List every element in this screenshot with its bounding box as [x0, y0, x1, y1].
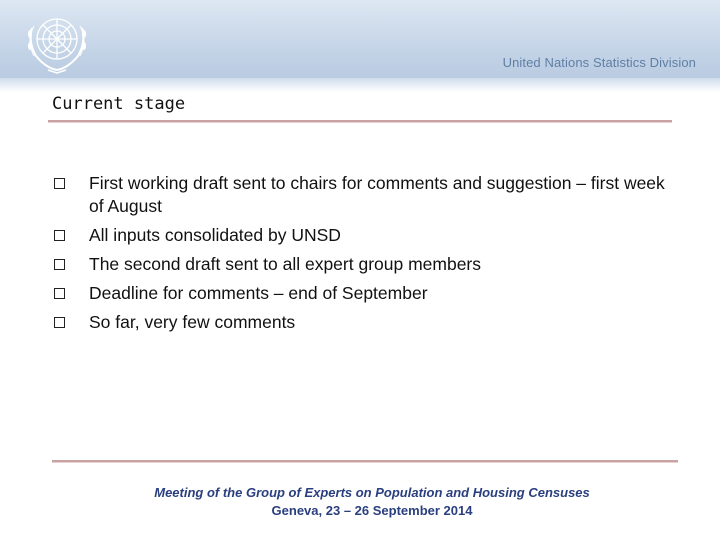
square-bullet-icon	[54, 288, 65, 299]
list-item	[52, 224, 672, 247]
square-bullet-icon	[54, 317, 65, 328]
square-bullet-icon	[54, 178, 65, 189]
list-item	[52, 253, 672, 276]
footer-divider	[52, 460, 678, 463]
square-bullet-icon	[54, 230, 65, 241]
slide-title: Current stage	[52, 94, 186, 114]
bullet-text: So far, very few comments	[89, 312, 296, 332]
un-emblem-icon	[18, 6, 96, 76]
title-divider	[48, 120, 672, 123]
organization-name: United Nations Statistics Division	[502, 55, 696, 70]
list-item	[52, 311, 672, 334]
footer-venue: Geneva, 23 – 26 September 2014	[271, 503, 473, 518]
footer-meeting: Meeting of the Group of Experts on Population and Housing Censuses	[154, 485, 590, 500]
list-item	[52, 172, 672, 218]
header-fade	[0, 78, 720, 92]
footer	[0, 484, 720, 520]
list-item	[52, 282, 672, 305]
bullet-text: The second draft sent to all expert group members	[89, 254, 482, 274]
square-bullet-icon	[54, 259, 65, 270]
bullet-text: First working draft sent to chairs for comments and suggestion – first week of August	[89, 173, 665, 216]
bullet-list	[52, 172, 672, 340]
header-band	[0, 0, 720, 84]
bullet-text: Deadline for comments – end of September	[89, 283, 428, 303]
bullet-text: All inputs consolidated by UNSD	[89, 225, 341, 245]
